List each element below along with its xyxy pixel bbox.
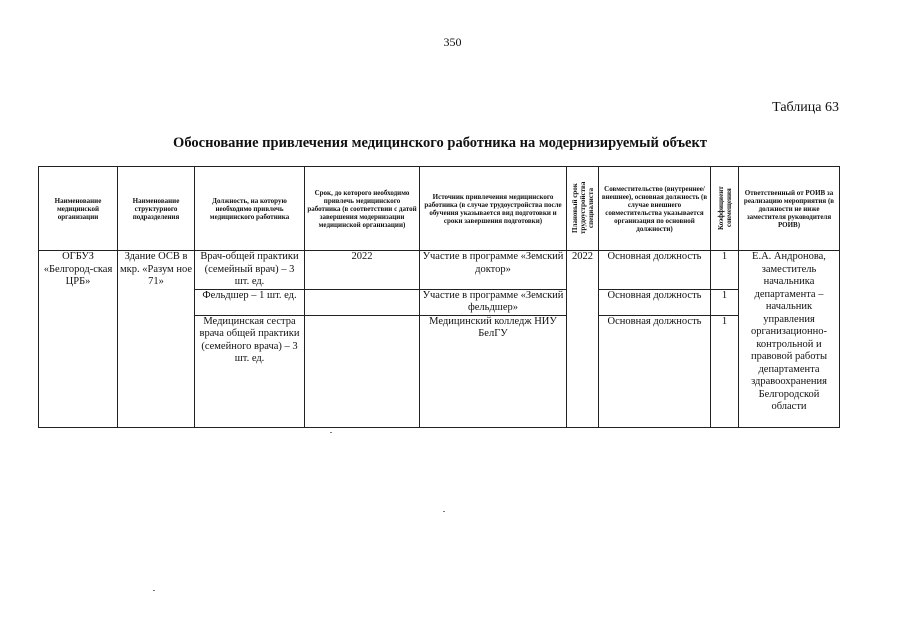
cell-coefficient: 1 <box>711 315 739 427</box>
cell-combination: Основная должность <box>599 289 711 315</box>
header-combination: Совместительство (внутреннее/ внешнее), основная должность (в случае внешнего совместительства указывается организация по основной должности) <box>599 167 711 251</box>
table-label: Таблица 63 <box>772 100 839 115</box>
header-unit: Наименование структурного подразделения <box>118 167 195 251</box>
document-title: Обоснование привлечения медицинского работника на модернизируемый объект <box>173 135 707 151</box>
cell-position: Медицинская сестра врача общей практики (семейного врача) – 3 шт. ед. <box>195 315 305 427</box>
cell-unit: Здание ОСВ в мкр. «Разум ное 71» <box>118 251 195 428</box>
page-number: 350 <box>443 35 462 49</box>
cell-combination: Основная должность <box>599 315 711 427</box>
header-planned-date <box>567 167 599 251</box>
cell-source: Медицинский колледж НИУ БелГУ <box>420 315 567 427</box>
cell-deadline-empty <box>305 315 420 427</box>
header-planned-date-text: Плановый срок трудоустройства специалиста <box>570 181 595 234</box>
header-responsible: Ответственный от РОИВ за реализацию мероприятия (в должности не ниже заместителя руководителя РОИВ) <box>739 167 840 251</box>
scan-speck <box>443 511 445 512</box>
cell-position: Врач-общей практики (семейный врач) – 3 шт. ед. <box>195 251 305 290</box>
scan-speck <box>330 432 332 433</box>
cell-combination: Основная должность <box>599 251 711 290</box>
justification-table <box>38 166 840 428</box>
header-deadline: Срок, до которого необходимо привлечь медицинского работника (в соответствии с датой завершения модернизации медицинской организации) <box>305 167 420 251</box>
header-position: Должность, на которую необходимо привлечь медицинского работника <box>195 167 305 251</box>
cell-source: Участие в программе «Земский доктор» <box>420 251 567 290</box>
table-row <box>39 251 840 290</box>
cell-coefficient: 1 <box>711 289 739 315</box>
cell-coefficient: 1 <box>711 251 739 290</box>
cell-org: ОГБУЗ «Белгород-ская ЦРБ» <box>39 251 118 428</box>
cell-position: Фельдшер – 1 шт. ед. <box>195 289 305 315</box>
cell-deadline: 2022 <box>305 251 420 290</box>
header-row <box>39 167 840 251</box>
header-coefficient <box>711 167 739 251</box>
cell-deadline-empty <box>305 289 420 315</box>
header-source: Источник привлечения медицинского работника (в случае трудоустройства после обучения указывается вид подготовки и сроки завершения подготовки) <box>420 167 567 251</box>
header-org: Наименование медицинской организации <box>39 167 118 251</box>
cell-source: Участие в программе «Земский фельдшер» <box>420 289 567 315</box>
cell-planned-date: 2022 <box>567 251 599 428</box>
cell-responsible: Е.А. Андронова, заместитель начальника департамента – начальник управления организационно-контрольной и правовой работы департамента здравоохранения Белгородской области <box>739 251 840 428</box>
header-coefficient-text: Коэффициент совмещения <box>716 185 733 230</box>
scan-speck <box>153 590 155 591</box>
